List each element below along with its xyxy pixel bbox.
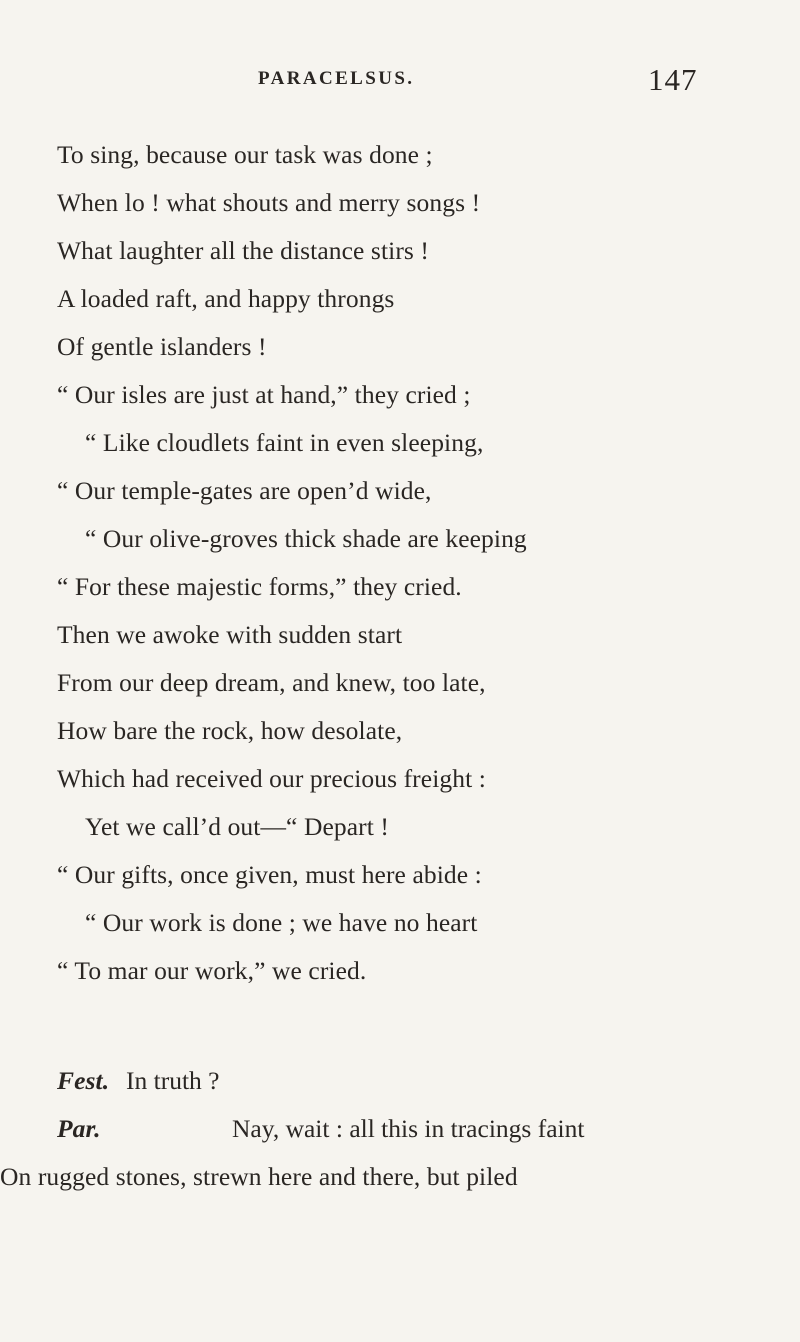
- poem-line: How bare the rock, how desolate,: [57, 716, 403, 745]
- poem-line: When lo ! what shouts and merry songs !: [57, 188, 481, 217]
- poem-line: To sing, because our task was done ;: [57, 140, 433, 169]
- poem-line: “ Our olive-groves thick shade are keeping: [85, 524, 527, 553]
- running-head: PARACELSUS.: [258, 68, 415, 89]
- page-number: 147: [648, 62, 698, 97]
- poem-line: A loaded raft, and happy throngs: [57, 284, 395, 313]
- dialogue-line: [57, 1114, 101, 1144]
- page-header: [0, 62, 800, 102]
- poem-line: “ For these majestic forms,” they cried.: [57, 572, 462, 601]
- poem-line: “ To mar our work,” we cried.: [57, 956, 367, 985]
- speech-text: Nay, wait : all this in tracings faint: [232, 1114, 585, 1143]
- poem-line: Yet we call’d out—“ Depart !: [85, 812, 389, 841]
- dialogue-line: [57, 1066, 109, 1096]
- poem-line: “ Our work is done ; we have no heart: [85, 908, 478, 937]
- poem-line: From our deep dream, and knew, too late,: [57, 668, 486, 697]
- speech-text: In truth ?: [126, 1066, 220, 1095]
- speaker-name: Fest.: [57, 1066, 110, 1095]
- poem-line: “ Our temple-gates are open’d wide,: [57, 476, 432, 505]
- poem-line: “ Our isles are just at hand,” they cried ;: [57, 380, 471, 409]
- poem-line: What laughter all the distance stirs !: [57, 236, 430, 265]
- poem-line: Which had received our precious freight :: [57, 764, 486, 793]
- poem-line: Of gentle islanders !: [57, 332, 267, 361]
- poem-line: “ Our gifts, once given, must here abide :: [57, 860, 482, 889]
- poem-line: “ Like cloudlets faint in even sleeping,: [85, 428, 484, 457]
- continuation-line: On rugged stones, strewn here and there, but piled: [0, 1162, 518, 1191]
- poem-line: Then we awoke with sudden start: [57, 620, 403, 649]
- speaker-name: Par.: [57, 1114, 101, 1143]
